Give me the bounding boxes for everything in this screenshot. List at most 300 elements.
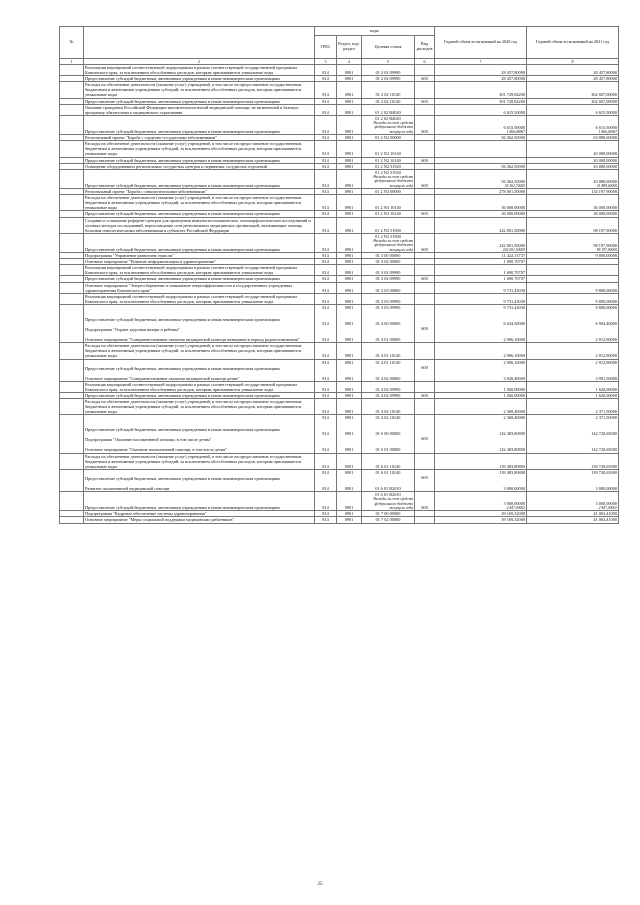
target-article-value: 01 4 01 10140 [375,359,401,365]
grbs-cell [315,217,337,233]
row-number-cell [60,265,84,276]
expense-type-cell [415,381,435,392]
row-name-text: Предоставление субсидий бюджетным, автономным учреждениям и иным некоммерческим организациям [85,157,280,163]
section-cell [337,141,362,157]
target-article-cell [362,65,415,76]
target-article-cell [362,265,415,276]
target-article-cell [362,517,415,523]
row-name-text: Предоставление субсидий бюджетным, автономным учреждениям и иным некоммерческим организациям [85,129,280,135]
row-name-cell [84,169,315,188]
amount-2020-value: 139 483,80800 [499,463,525,469]
amount-2021-value: 98 197,90000 [593,242,617,248]
expense-type-cell [415,169,435,188]
amount-2020-cell [435,104,527,115]
table-row [60,217,619,233]
row-name-text: Расходы на обеспечение деятельности (оказание услуг) учреждений, в том числе на предоставление государственным бюджетным и автономным учреждениям субсидий, за исключением обособленных расходов, которым присваиваются уникальные коды [85,195,302,211]
budget-table [59,26,619,524]
expense-type-cell [415,343,435,359]
row-name-text: Подпрограмма "Кадровое обеспечение системы здравоохранения" [85,511,207,517]
federal-budget-note: Расходы за счет средств федерального бюджета текущего года [373,497,413,510]
row-number-cell [60,293,84,304]
section-value: 0901 [344,511,354,517]
table-row [60,415,619,453]
amount-2021-value: 2 912,90000 [595,353,617,359]
grbs-cell [315,453,337,469]
target-article-cell [362,343,415,359]
target-article-value: 01 3 03 09990 [375,298,401,304]
row-number-cell [60,343,84,359]
amount-2020-value: 39 169,32000 [501,517,525,523]
section-value: 0901 [344,375,354,381]
amount-2021-value: 41 063,41000 [593,517,617,523]
row-number-cell [60,65,84,76]
target-article-value: 01 2 N3 00000 [375,189,401,195]
amount-2020-cell [435,115,527,134]
section-value: 0901 [344,276,354,282]
section-value: 0901 [344,321,354,327]
expense-type-cell [415,104,435,115]
section-cell [337,359,362,381]
target-article-cell [362,304,415,342]
row-number-cell [60,169,84,188]
amount-2021-cell [527,265,619,276]
amount-2021-cell [527,293,619,304]
row-name-cell [84,265,315,276]
expense-type-cell [415,492,435,511]
amount-2020-value: 142 483,80800 [499,431,525,437]
section-cell [337,65,362,76]
grbs-cell [315,65,337,76]
target-article-value: 01 6 01 R2010 [375,485,401,491]
row-name-cell [84,359,315,381]
grbs-value: 814 [322,469,329,475]
row-number-cell [60,453,84,469]
target-article-value: 01 3 02 00000 [375,259,401,265]
header-codes: коды [315,27,435,36]
federal-budget-note: Расходы за счет средств федерального бюджета текущего года [373,174,413,188]
header-annual-2021: Годовой объем ассигнований на 2021 год [527,27,619,59]
grbs-value: 814 [322,182,329,188]
target-article-value: 01 2 02 09990 [375,70,401,76]
header-expense-type: Вид расходов [415,36,435,59]
colnum: 1 [60,59,84,65]
section-cell [337,169,362,188]
colnum: 3 [315,59,337,65]
grbs-cell [315,169,337,188]
row-name-text: Основное мероприятие "Совершенствование оказания медицинской помощи женщинам в период родовспоможения" [85,337,300,343]
row-name-text: Реализация мероприятий соответствующей подпрограммы в рамках соответствующей государственной программы Камчатского края, за исключением обособленных расходов, которым присваиваются уникальные коды [85,293,297,304]
amount-2021-value: 43 880,60000 [593,163,617,169]
grbs-cell [315,141,337,157]
table-row [60,233,619,252]
amount-2020-value: 6 634,50000 [503,321,525,327]
target-article-value: 01 2 N2 51920 [375,163,401,169]
colnum: 2 [84,59,315,65]
target-article-cell [362,141,415,157]
amount-2020-cell [435,169,527,188]
amount-2020-cell [435,492,527,511]
amount-2021-value: 134 197,90000 [591,189,617,195]
row-name-text: Региональный проект "Борьба с сердечно-сосудистыми заболеваниями" [85,135,217,141]
row-name-cell [84,517,315,523]
row-name-cell [84,381,315,392]
amount-2021-value: 43 880,60000 [593,178,617,184]
row-name-text: Предоставление субсидий бюджетным, автономным учреждениям и иным некоммерческим организациям [85,98,280,104]
amount-2021-value: 2 912,90000 [595,337,617,343]
row-number-cell [60,195,84,211]
amount-2021-cell [527,492,619,511]
expense-type-cell [415,115,435,134]
grbs-cell [315,359,337,381]
amount-2020-value: 242 001,50000 [499,242,525,248]
grbs-value: 814 [322,70,329,76]
grbs-value: 814 [322,415,329,421]
expense-type-value: 600 [421,364,428,370]
expense-type-value: 600 [421,474,428,480]
amount-2020-cell [435,415,527,453]
row-name-text: Основное мероприятие "Энергосбережение и повышение энергоэффективности в государственных учреждениях здравоохранения Камчатского края" [85,282,293,293]
grbs-cell [315,293,337,304]
target-article-cell [362,282,415,293]
grbs-value: 814 [322,109,329,115]
grbs-cell [315,195,337,211]
expense-type-value: 600 [421,211,428,217]
amount-2020-value: 9 731,43030 [503,298,525,304]
table-row [60,469,619,491]
table-row [60,265,619,276]
row-name-text: Расходы на обеспечение деятельности (оказание услуг) учреждений, в том числе на предоставление государственным бюджетным и автономным учреждениям субсидий, за исключением обособленных расходов, которым присваиваются уникальные коды [85,141,302,157]
section-cell [337,304,362,342]
header-section: Раздел, под-раздел [337,36,362,59]
row-number-cell [60,304,84,342]
grbs-value: 814 [322,517,329,523]
target-article-value: 01 7 02 00000 [375,517,401,523]
grbs-value: 814 [322,505,329,511]
section-cell [337,517,362,523]
row-name-text: Расходы на обеспечение деятельности (оказание услуг) учреждений, в том числе на предоставление государственным бюджетным и автономным учреждениям субсидий, за исключением обособленных расходов, которым присваиваются уникальные коды [85,343,302,359]
colnum: 4 [337,59,362,65]
grbs-value: 814 [322,76,329,82]
amount-2020-value: 242 001,50000 [499,227,525,233]
amount-2021-value: 3 000,00000 [595,485,617,491]
target-article-value: 01 3 03 09990 [375,304,401,310]
target-article-value: 01 4 01 10140 [375,353,401,359]
table-row [60,65,619,76]
grbs-value: 814 [322,511,329,517]
row-name-cell [84,415,315,453]
target-article-cell [362,415,415,453]
expense-type-value: 600 [421,276,428,282]
section-cell [337,82,362,98]
target-article-value: 01 4 02 09990 [375,386,401,392]
amount-2021-cell [527,517,619,523]
row-number-cell [60,282,84,293]
row-name-cell [84,293,315,304]
expense-type-cell [415,453,435,469]
amount-2021-value: 41 063,41000 [593,511,617,517]
row-name-text: Расходы на обеспечение деятельности (оказание услуг) учреждений, в том числе на предоставление государственным бюджетным и автономным учреждениям субсидий, за исключением обособленных расходов, которым присваиваются уникальные коды [85,453,302,469]
section-cell [337,115,362,134]
row-number-cell [60,359,84,381]
target-article-value: 01 3 02 09990 [375,270,401,276]
amount-2020-value: 36 000,00000 [501,205,525,211]
expense-type-cell [415,82,435,98]
target-article-value: 01 2 N2 10140 [375,157,401,163]
expense-type-cell [415,517,435,523]
row-name-cell [84,469,315,491]
section-value: 0901 [344,129,354,135]
grbs-value: 814 [322,259,329,265]
section-value: 0901 [344,98,354,104]
grbs-cell [315,115,337,134]
expense-type-cell [415,304,435,342]
section-value: 0901 [344,447,354,453]
grbs-value: 814 [322,151,329,157]
target-article-value: 01 3 02 09990 [375,276,401,282]
table-row [60,282,619,293]
row-name-text: Реализация мероприятий соответствующей подпрограммы в рамках соответствующей государственной программы Камчатского края, за исключением обособленных расходов, которым присваиваются уникальные коды [85,381,297,392]
row-name-text: Расходы на обеспечение деятельности (оказание услуг) учреждений, в том числе на предоставление государственным бюджетным и автономным учреждениям субсидий, за исключением обособленных расходов, которым присваиваются уникальные коды [85,82,302,98]
row-name-text: Оснащение оборудованием региональных сосудистых центров и первичных сосудистых отделений [85,163,267,169]
row-name-cell [84,82,315,98]
row-name-cell [84,104,315,115]
amount-2021-value: 98 197,90000 [593,227,617,233]
amount-2021-value: 9 800,00000 [595,253,617,259]
amount-2021-value: 9 800,00000 [595,287,617,293]
amount-2020-cell [435,195,527,211]
table-row [60,104,619,115]
target-article-cell [362,398,415,414]
row-name-cell [84,453,315,469]
amount-2020-value: 3 000,00000 [503,485,525,491]
table-row [60,343,619,359]
section-value: 0901 [344,431,354,437]
expense-type-value: 600 [421,505,428,511]
expense-type-value: 600 [421,436,428,442]
amount-2021-value: 3 000,00000 [595,500,617,506]
section-value: 0901 [344,92,354,98]
target-article-value: 01 3 03 00000 [375,287,401,293]
row-name-cell [84,343,315,359]
section-value: 0901 [344,227,354,233]
section-value: 0901 [344,163,354,169]
grbs-value: 814 [322,298,329,304]
row-name-text: Расходы на обеспечение деятельности (оказание услуг) учреждений, в том числе на предоставление государственным бюджетным и автономным учреждениям субсидий, за исключением обособленных расходов, которым присваиваются уникальные коды [85,398,302,415]
row-name-cell [84,392,315,398]
section-cell [337,398,362,414]
section-value: 0901 [344,463,354,469]
amount-2020-value: 28 457,80000 [501,70,525,76]
row-name-cell [84,282,315,293]
row-name-text: Основное мероприятие "Совершенствование оказания медицинской помощи детям" [85,375,240,381]
amount-2020-value: 28 457,80000 [501,76,525,82]
expense-type-value: 600 [421,326,428,332]
section-value: 0901 [344,247,354,252]
amount-2021-value: 6 904,40000 [595,321,617,327]
row-name-cell [84,195,315,211]
row-number-cell [60,141,84,157]
target-article-cell [362,381,415,392]
row-number-cell [60,115,84,134]
target-article-value: 01 3 00 00000 [375,253,401,259]
row-name-cell [84,65,315,76]
grbs-cell [315,398,337,414]
section-value: 0901 [344,259,354,265]
amount-2021-value: 142 720,65000 [591,431,617,437]
grbs-value: 814 [322,253,329,259]
amount-2021-value: 6 615,50000 [595,109,617,115]
row-number-cell [60,492,84,511]
amount-2020-cell [435,293,527,304]
expense-type-value: 600 [421,392,428,398]
amount-2020-value: 2 368,40000 [503,409,525,415]
amount-2020-cell [435,304,527,342]
amount-2020-value: 11 422,13737 [501,253,525,259]
amount-2021-cell [527,65,619,76]
grbs-cell [315,233,337,252]
section-value: 0901 [344,270,354,276]
grbs-value: 814 [322,276,329,282]
target-article-cell [362,104,415,115]
section-value: 0901 [344,135,354,141]
grbs-value: 814 [322,211,329,217]
row-number-cell [60,82,84,98]
grbs-value: 814 [322,375,329,381]
target-article-value: 01 4 00 00000 [375,321,401,327]
amount-2020-value: 56 362,50000 [501,135,525,141]
row-name-cell [84,98,315,104]
expense-type-cell [415,233,435,252]
expense-type-cell [415,195,435,211]
row-name-text: Предоставление субсидий бюджетным, автономным учреждениям и иным некоммерческим организациям [85,365,280,371]
table-row [60,517,619,523]
section-value: 0901 [344,205,354,211]
amount-2020-value: 2 906,10000 [503,353,525,359]
amount-2021-value: 302 667,00000 [591,98,617,104]
section-value: 0901 [344,353,354,359]
amount-2021-value: 36 000,00000 [593,205,617,211]
row-name-text: Предоставление субсидий бюджетным, автономным учреждениям и иным некоммерческим организациям [85,211,280,217]
section-cell [337,217,362,233]
grbs-value: 814 [322,359,329,365]
amount-2021-cell [527,233,619,252]
amount-2020-value: 36 000,00000 [501,211,525,217]
grbs-cell [315,304,337,342]
amount-2021-value: 1 620,00000 [595,392,617,398]
row-number-cell [60,104,84,115]
grbs-value: 814 [322,92,329,98]
row-name-text: Основное мероприятие "Развитие информатизации в здравоохранении" [85,259,217,265]
expense-type-cell [415,293,435,304]
target-article-value: 01 2 N3 10140 [375,205,401,211]
section-value: 0901 [344,304,354,310]
target-article-value: 01 4 02 09990 [375,392,401,398]
colnum: 7 [435,59,527,65]
grbs-cell [315,265,337,276]
row-name-text: Основное мероприятие "Оказание паллиативной помощи, в том числе детям" [85,447,228,453]
amount-2020-cell [435,141,527,157]
grbs-cell [315,492,337,511]
amount-2021-value: 2 371,50000 [595,415,617,421]
amount-2020-value: 3 000,00000 [503,500,525,506]
grbs-cell [315,343,337,359]
row-name-text: Предоставление субсидий бюджетным, автономным учреждениям и иным некоммерческим организациям [85,316,280,322]
section-value: 0901 [344,386,354,392]
amount-2021-value: 139 720,65000 [591,469,617,475]
federal-amount-2020: 1 866,06967 [506,129,525,134]
amount-2020-cell [435,343,527,359]
section-value: 0901 [344,469,354,475]
table-row [60,381,619,392]
amount-2020-cell [435,233,527,252]
grbs-cell [315,517,337,523]
target-article-cell [362,453,415,469]
target-article-value: 01 2 02 10140 [375,98,401,104]
section-value: 0901 [344,253,354,259]
amount-2021-cell [527,398,619,414]
grbs-value: 814 [322,205,329,211]
row-name-text: Создание и оснащение референс-центров для проведения иммуногистохимических, патоморфологических исследований и лучевых методов исследований, переоснащение сети региональных медицинских организаций, оказывающих помощь больным онкологическими заболеваниями в субъектах Российской Федерации [85,217,311,233]
grbs-value: 814 [322,337,329,343]
section-cell [337,233,362,252]
row-name-cell [84,141,315,157]
colnum: 6 [415,59,435,65]
row-name-text: Предоставление субсидий бюджетным, автономным учреждениям и иным некоммерческим организациям [85,505,280,511]
grbs-value: 814 [322,463,329,469]
target-article-value: 01 2 N3 51900 [375,233,401,239]
expense-type-value: 600 [421,76,428,82]
section-value: 0901 [344,109,354,115]
section-value: 0901 [344,337,354,343]
amount-2021-value: 302 667,00000 [591,92,617,98]
amount-2020-cell [435,265,527,276]
amount-2020-value: 1 690,70707 [503,270,525,276]
amount-2021-cell [527,104,619,115]
row-number-cell [60,469,84,491]
grbs-value: 814 [322,287,329,293]
row-name-text: Предоставление субсидий бюджетным, автономным учреждениям и иным некоммерческим организациям [85,247,280,252]
expense-type-value: 600 [421,182,428,188]
amount-2021-cell [527,359,619,381]
row-name-cell [84,157,315,163]
target-article-value: 01 2 02 10140 [375,92,401,98]
amount-2020-value: 2 906,10000 [503,359,525,365]
amount-2020-value: 3 928,40000 [503,375,525,381]
table-row [60,82,619,98]
federal-amount-2020: 2 847,00002 [506,505,525,510]
amount-2020-value: 1 560,00000 [503,392,525,398]
target-article-cell [362,217,415,233]
federal-amount-2021: 98 197,90000 [596,247,617,252]
row-number-cell [60,217,84,233]
amount-2021-value: 142 720,65000 [591,447,617,453]
grbs-value: 814 [322,270,329,276]
table-row [60,398,619,414]
row-name-text: Предоставление субсидий бюджетным, автономным учреждениям и иным некоммерческим организациям [85,427,280,433]
amount-2021-cell [527,169,619,188]
amount-2020-cell [435,359,527,381]
amount-2020-value: 56 362,50000 [501,178,525,184]
section-cell [337,282,362,293]
header-target-article: Целевая статья [362,36,415,59]
expense-type-cell [415,265,435,276]
amount-2021-value: 20 000,00000 [593,151,617,157]
amount-2020-cell [435,217,527,233]
row-name-cell [84,398,315,414]
row-number-cell [60,415,84,453]
section-value: 0901 [344,76,354,82]
amount-2021-value: 28 457,80000 [593,70,617,76]
